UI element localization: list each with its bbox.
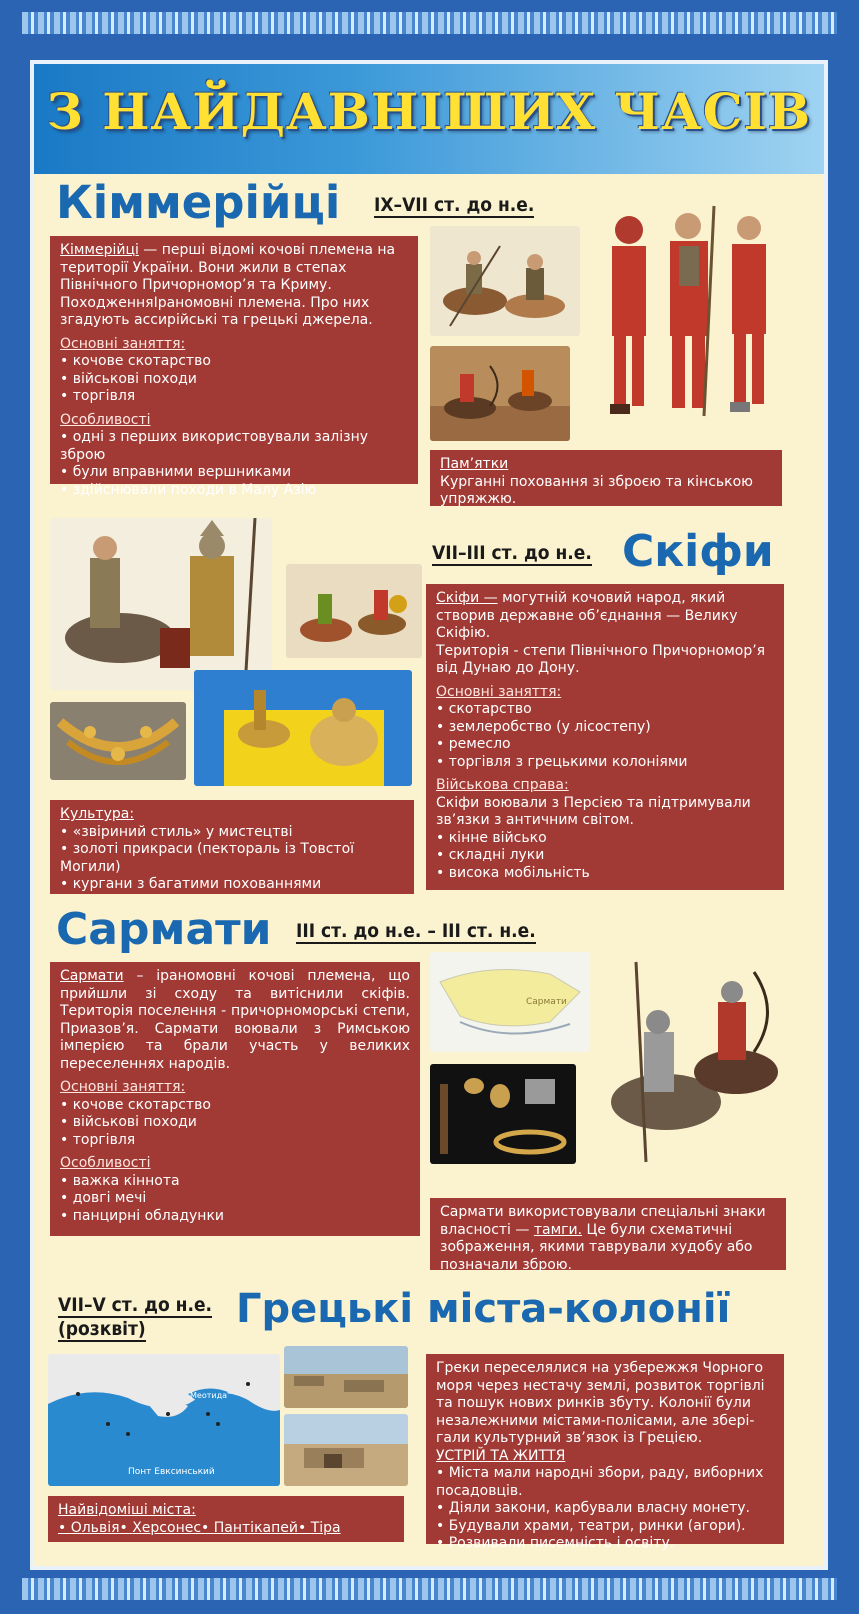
cimmerians-intro-text: — перші відомі кочові племена на території України. Вони жили в степах Північного Причорномор’я та Криму. ПоходженняІраномовні племена. Про них згадують ассирійські та грецькі джерела.	[60, 242, 396, 328]
decorative-border-bottom	[22, 1578, 837, 1600]
list-item: • складні луки	[436, 847, 774, 865]
scythians-culture-box	[50, 800, 414, 894]
list-item: • землеробство (у лісостепу)	[436, 719, 774, 737]
cimmerians-monuments-title: Пам’ятки	[440, 456, 509, 472]
sarmatian-artifacts-image	[430, 1064, 576, 1164]
page-title: З НАЙДАВНІШИХ ЧАСІВ	[46, 82, 812, 141]
scythians-intro-text: могутній кочовий народ, який створив державне об’єднання — Велику Скіфію.	[436, 590, 738, 641]
cimmerians-features-title: Особливості	[60, 411, 151, 428]
ruins-image-1	[284, 1346, 408, 1408]
list-item: • здійснювали походи в Малу Азію	[60, 482, 408, 500]
cimmerians-occupations-list	[60, 353, 408, 406]
list-item: • торгівля з грецькими колоніями	[436, 754, 774, 772]
cimmerian-archers-image	[430, 346, 570, 441]
cimmerians-occupations-title: Основні заняття:	[60, 335, 186, 352]
sarmatia-map-image	[430, 952, 590, 1052]
sarmatians-term: Сармати	[60, 968, 124, 984]
map-azov-label: Меотида	[190, 1391, 228, 1400]
cimmerians-monuments-text: Курганні поховання зі зброєю та кінською упряжжю.	[440, 473, 753, 507]
title-banner	[34, 64, 824, 174]
list-item: • Діяли закони, карбували власну монету.	[436, 1500, 774, 1518]
list-item: • «звіриний стиль» у мистецтві	[60, 824, 404, 842]
cimmerians-features-list	[60, 429, 408, 499]
list-item: • були вправними вершниками	[60, 464, 408, 482]
sarmatia-map-label: Сармати	[526, 997, 567, 1007]
scythian-pectoral-image	[50, 702, 186, 780]
list-item: • торгівля	[60, 1132, 410, 1150]
sarmatians-info-box	[50, 962, 420, 1236]
greek-cities-list: • Ольвія• Херсонес• Пантікапей• Тіра	[58, 1519, 341, 1536]
list-item: • кінне військо	[436, 830, 774, 848]
greeks-heading: Грецькі міста-колонії	[236, 1286, 731, 1332]
list-item: • панцирні обладунки	[60, 1208, 410, 1226]
cimmerians-monuments-box	[430, 450, 782, 506]
scythians-info-box	[426, 584, 784, 890]
tamga-term: тамги.	[533, 1221, 583, 1238]
city-name: Херсонес	[132, 1519, 202, 1536]
list-item: • золоті прикраси (пектораль із Товстої Могили)	[60, 841, 404, 876]
list-item: • кочове скотарство	[60, 1097, 410, 1115]
greek-cities-title: Найвідоміші міста:	[58, 1502, 196, 1518]
sarmatians-occupations-title: Основні заняття:	[60, 1079, 186, 1095]
greeks-life-title: УСТРІЙ ТА ЖИТТЯ	[436, 1447, 566, 1464]
sarmatians-occupations-list	[60, 1097, 410, 1150]
scythians-culture-title: Культура:	[60, 806, 135, 822]
list-item: • кургани з багатими похованнями	[60, 876, 404, 894]
scythians-military-title: Військова справа:	[436, 777, 569, 793]
sarmatians-intro-text: – іраномовні кочові племена, що прийшли зі сходу та витіснили скіфів. Територія поселення - причорноморські степи, Приазов’я. Сармати воювали з Римською імперією та брали участь у великих переселеннях народів.	[60, 968, 410, 1072]
scythians-military-text: Скіфи воювали з Персією та підтримували зв’язки з античним світом.	[436, 794, 751, 828]
cimmerians-heading: Кіммерійці	[56, 176, 341, 229]
list-item: • важка кіннота	[60, 1173, 410, 1191]
list-item: • Міста мали народні збори, раду, виборних посадовців.	[436, 1465, 774, 1500]
scythians-period: VII–III ст. до н.е.	[432, 542, 592, 564]
list-item: • одні з перших використовували залізну зброю	[60, 429, 408, 464]
scythian-warriors-image	[50, 518, 272, 690]
scythians-military-list	[436, 830, 774, 883]
scythians-heading: Скіфи	[622, 526, 774, 577]
scythians-intro	[436, 590, 774, 643]
sarmatians-tamga-box	[430, 1198, 786, 1273]
greek-cities-box	[48, 1496, 404, 1542]
scythians-term: Скіфи —	[436, 590, 498, 606]
sarmatian-cavalry-image	[596, 942, 786, 1166]
scythian-gold-art-image	[194, 670, 412, 786]
scythians-territory: Територія - степи Північного Причорномор’я від Дунаю до Дону.	[436, 642, 766, 676]
greeks-info-box	[426, 1354, 784, 1551]
poster	[30, 60, 828, 1570]
greek-colonies-map-image	[48, 1354, 280, 1486]
map-sea-label: Понт Евксинський	[128, 1467, 215, 1477]
tamga-text-start: Сармати використовували спеціальні знаки власності —	[440, 1204, 766, 1238]
list-item: • військові походи	[60, 1114, 410, 1132]
scythians-occupations-list	[436, 701, 774, 771]
sarmatians-features-title: Особливості	[60, 1155, 151, 1171]
greeks-period-line1: VII–V ст. до н.е.	[58, 1294, 213, 1316]
list-item: • довгі мечі	[60, 1190, 410, 1208]
ruins-image-2	[284, 1414, 408, 1486]
city-name: Пантікапей	[213, 1519, 298, 1536]
list-item: • Розвивали писемність і освіту.	[436, 1535, 774, 1553]
greeks-period	[58, 1294, 212, 1342]
greeks-intro: Греки переселялися на узбережжя Чорного моря через нестачу землі, розвиток торгівлі та пошук нових ринків збуту. Колонії були незалежними містами-полісами, але зберігали культурний зв’язок із Грецією.	[436, 1360, 765, 1446]
city-name: Тіра	[310, 1519, 341, 1536]
tamga-text-end: Це були схематичні зображення, якими таврували худобу або позначали зброю.	[440, 1221, 753, 1273]
sarmatians-period: III ст. до н.е. – III ст. н.е.	[296, 920, 536, 942]
list-item: • кочове скотарство	[60, 353, 408, 371]
list-item: • висока мобільність	[436, 865, 774, 883]
list-item: • торгівля	[60, 388, 408, 406]
list-item: • військові походи	[60, 371, 408, 389]
greeks-period-line2: (розквіт)	[58, 1318, 146, 1340]
scythians-occupations-title: Основні заняття:	[436, 683, 562, 700]
scythians-culture-list	[60, 824, 404, 894]
cimmerians-info-box	[50, 236, 418, 498]
cimmerians-period: IX–VII ст. до н.е.	[374, 194, 535, 216]
list-item: • ремесло	[436, 736, 774, 754]
sarmatians-features-list	[60, 1173, 410, 1226]
list-item: • Будували храми, театри, ринки (агори).	[436, 1518, 774, 1536]
decorative-border-top	[22, 12, 837, 34]
cimmerians-intro	[60, 242, 408, 330]
sarmatians-intro	[60, 968, 410, 1073]
city-name: Ольвія	[70, 1519, 120, 1536]
list-item: • скотарство	[436, 701, 774, 719]
sarmatians-heading: Сармати	[56, 904, 272, 955]
cimmerians-term: Кіммерійці	[60, 242, 139, 258]
cimmerian-warriors-image	[584, 186, 784, 436]
scythian-battle-image	[286, 564, 422, 658]
greeks-life-list	[436, 1465, 774, 1553]
cimmerian-riders-image	[430, 226, 580, 336]
